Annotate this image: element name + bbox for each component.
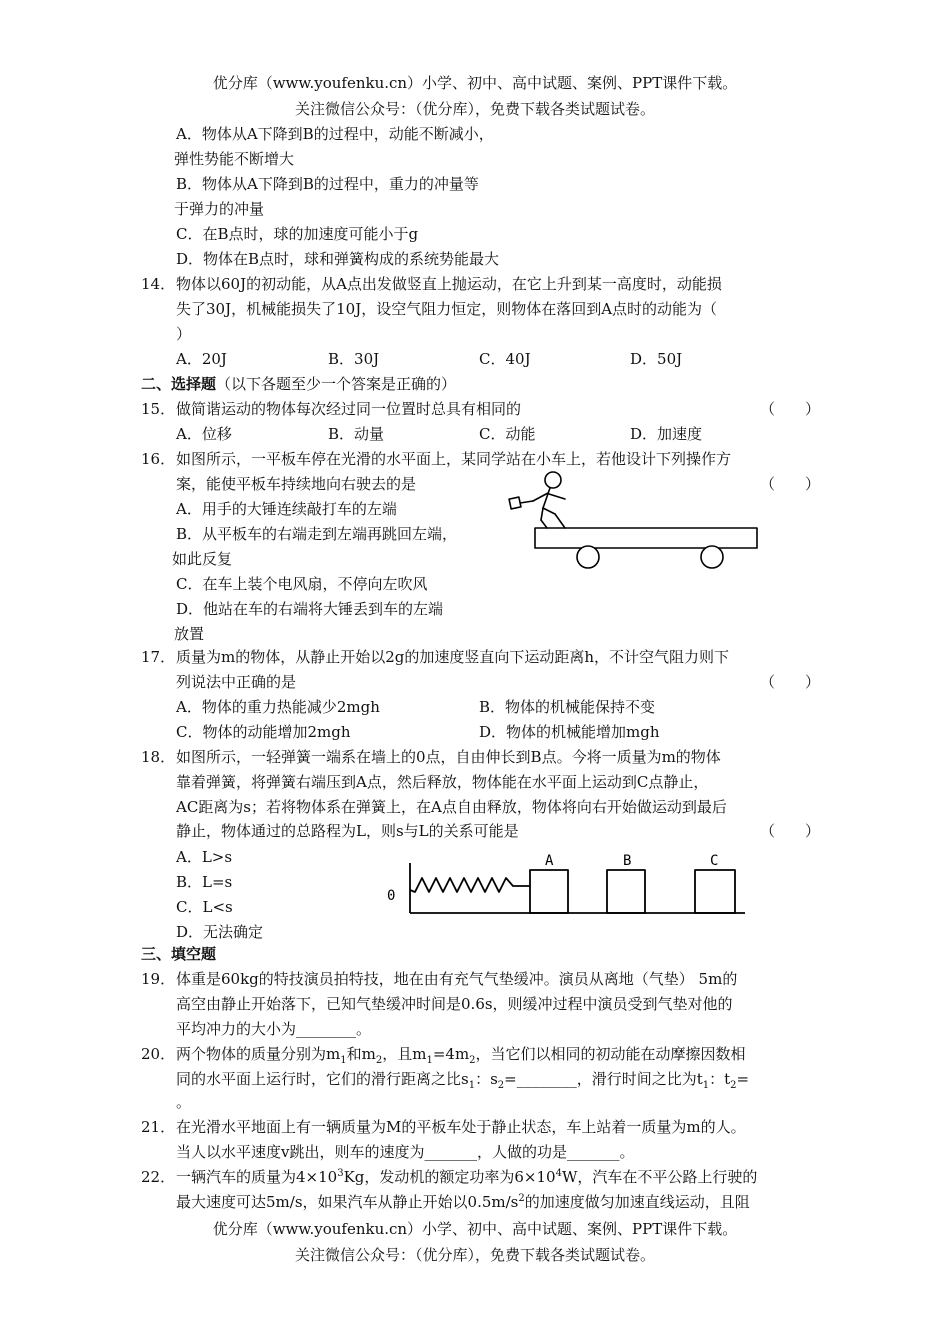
q19-text-line2: 高空由静止开始落下，已知气垫缓冲时间是0.6s，则缓冲过程中演员受到气垫对他的 [176,995,733,1013]
q20-seg: ，当它们以相同的初动能在动摩擦因数相 [475,1045,746,1063]
q22-text-line2 [176,1192,750,1212]
q13-option-b-line1: B．物体从A下降到B的过程中，重力的冲量等 [176,175,479,193]
q20-sub: 1 [340,1055,347,1066]
q16-option-b-line1: B．从平板车的右端走到左端再跳回左端， [176,525,458,543]
q16-option-a: A．用手的大锤连续敲打车的左端 [176,500,397,518]
q22-text-line1 [176,1167,757,1187]
cart-wheel-right [701,546,723,568]
q15-option-d: D．加速度 [630,425,703,443]
q20-seg: =________，滑行时间之比为t [504,1070,703,1088]
q20-sub: 2 [375,1055,383,1066]
q20-seg: ：s [475,1070,498,1088]
q13-option-a-line1: A．物体从A下降到B的过程中，动能不断减小， [176,125,494,143]
q21-text-line2: 当人以水平速度v跳出，则车的速度为_______，人做的功是_______。 [176,1143,635,1161]
q14-option-a: A．20J [176,350,227,368]
cart-wheel-left [577,546,599,568]
q16-text-line2: 案，能使平板车持续地向右驶去的是 [176,475,417,493]
q20-sub: 2 [730,1080,737,1091]
q16-answer-paren: （ ） [760,475,821,493]
q20-sub: 1 [426,1055,433,1066]
label-c: C [710,853,719,869]
header-line-1: 优分库（www.youfenku.cn）小学、初中、高中试题、案例、PPT课件下载。 [212,74,738,92]
block-c [695,870,735,913]
q16-number: 16． [141,450,176,468]
q20-seg: 两个物体的质量分别为m [176,1045,341,1063]
q20-seg: = [736,1070,750,1088]
section-2-heading [141,374,456,394]
label-a: A [545,853,554,869]
label-o: 0 [387,888,396,904]
cart-board [535,528,757,548]
q15-option-a: A．位移 [176,425,232,443]
q17-answer-paren: （ ） [760,673,821,691]
q14-text-line1: 物体以60J的初动能，从A点出发做竖直上抛运动，在它上升到某一高度时，动能损 [176,275,722,293]
q15-option-b: B．动量 [328,425,385,443]
spring [410,878,530,892]
section-2-note: （以下各题至少一个答案是正确的） [216,375,457,393]
q14-text-line2: 失了30J，机械能损失了10J，设空气阻力恒定，则物体在落回到A点时的动能为（ [176,300,718,318]
q13-option-c: C．在B点时，球的加速度可能小于g [176,225,419,243]
q18-text-line1: 如图所示，一轻弹簧一端系在墙上的0点，自由伸长到B点。今将一质量为m的物体 [176,748,721,766]
label-b: B [623,853,632,869]
q20-sub: 2 [469,1055,476,1066]
q18-option-c: C．L<s [176,898,233,916]
q20-seg: =4m [432,1045,470,1063]
q20-seg: ：t [709,1070,731,1088]
hammer-head [509,497,521,509]
q17-number: 17． [141,648,176,666]
block-a [530,870,568,913]
q14-number: 14． [141,275,176,293]
q18-number: 18． [141,748,176,766]
section-2-title: 二、选择题 [141,375,217,393]
q22-sup: 4 [555,1168,562,1179]
footer-line-1: 优分库（www.youfenku.cn）小学、初中、高中试题、案例、PPT课件下载。 [212,1220,738,1238]
q19-text-line3: 平均冲力的大小为________。 [176,1020,372,1038]
q18-text-line3: AC距离为s；若将物体系在弹簧上，在A点自由释放，物体将向右开始做运动到最后 [176,798,727,816]
q20-seg: 同的水平面上运行时，它们的滑行距离之比s [176,1070,469,1088]
q14-option-d: D．50J [630,350,683,368]
q15-option-c: C．动能 [479,425,536,443]
q20-sub: 2 [497,1080,505,1091]
q16-option-c: C．在车上装个电风扇，不停向左吹风 [176,575,428,593]
q14-text-line3: ） [176,325,192,343]
q13-option-b-line2: 于弹力的冲量 [174,200,265,218]
q19-number: 19． [141,970,176,988]
footer-line-2: 关注微信公众号：（优分库），免费下载各类试题试卷。 [294,1246,655,1264]
q17-option-b: B．物体的机械能保持不变 [479,698,656,716]
q18-text-line4: 静止，物体通过的总路程为L，则s与L的关系可能是 [176,822,519,840]
q17-option-d: D．物体的机械能增加mgh [479,723,660,741]
q13-option-a-line2: 弹性势能不断增大 [174,150,295,168]
q22-seg: 一辆汽车的质量为4×10 [176,1168,338,1186]
q20-seg: ，且m [382,1045,427,1063]
q14-option-b: B．30J [328,350,380,368]
q22-number: 22． [141,1168,176,1186]
q22-seg: 的加速度做匀加速直线运动，且阻 [524,1193,750,1211]
q20-sub: 1 [702,1080,710,1091]
q20-text-line1 [176,1044,746,1064]
q15-answer-paren: （ ） [760,400,821,418]
q17-option-a: A．物体的重力热能减少2mgh [176,698,380,716]
q22-sup: 2 [518,1193,525,1204]
q16-option-b-line2: 如此反复 [172,550,233,568]
q20-number: 20． [141,1045,176,1063]
q18-answer-paren: （ ） [760,822,821,840]
q21-text-line1: 在光滑水平地面上有一辆质量为M的平板车处于静止状态，车上站着一质量为m的人。 [176,1118,746,1136]
q18-option-d: D．无法确定 [176,923,264,941]
q21-number: 21． [141,1118,176,1136]
section-3-title: 三、填空题 [141,945,217,963]
q15-number: 15． [141,400,176,418]
cart-figure [505,466,765,572]
stick-figure-person [520,472,565,528]
q18-text-line2: 靠着弹簧，将弹簧右端压到A点，然后释放，物体能在水平面上运动到C点静止， [176,773,709,791]
q22-seg: W，汽车在不平公路上行驶的 [561,1168,758,1186]
header-line-2: 关注微信公众号：（优分库），免费下载各类试题试卷。 [294,100,655,118]
spring-figure [385,848,755,920]
q17-option-c: C．物体的动能增加2mgh [176,723,351,741]
q22-seg: Kg，发动机的额定功率为6×10 [343,1168,556,1186]
q19-text-line1: 体重是60kg的特技演员拍特技，地在由有充气气垫缓冲。演员从离地（气垫） 5m的 [176,970,738,988]
q18-option-a: A．L>s [176,848,233,866]
q15-text: 做简谐运动的物体每次经过同一位置时总具有相同的 [176,400,522,418]
q18-option-b: B．L=s [176,873,233,891]
q20-text-line2 [176,1069,749,1089]
q13-option-d: D．物体在B点时，球和弹簧构成的系统势能最大 [176,250,500,268]
q16-option-d-line2: 放置 [174,625,205,643]
q14-option-c: C．40J [479,350,531,368]
q22-seg: 最大速度可达5m/s，如果汽车从静止开始以0.5m/s [176,1193,519,1211]
q16-text-line1: 如图所示，一平板车停在光滑的水平面上，某同学站在小车上，若他设计下列操作方 [176,450,732,468]
q22-sup: 3 [337,1168,344,1179]
q17-text-line1: 质量为m的物体，从静止开始以2g的加速度竖直向下运动距离h，不计空气阻力则下 [176,648,730,666]
q17-text-line2: 列说法中正确的是 [176,673,297,691]
q20-text-line3: 。 [176,1093,192,1111]
block-b [607,870,645,913]
q20-sub: 1 [468,1080,476,1091]
q20-seg: 和m [346,1045,376,1063]
q16-option-d-line1: D．他站在车的右端将大锤丢到车的左端 [176,600,444,618]
